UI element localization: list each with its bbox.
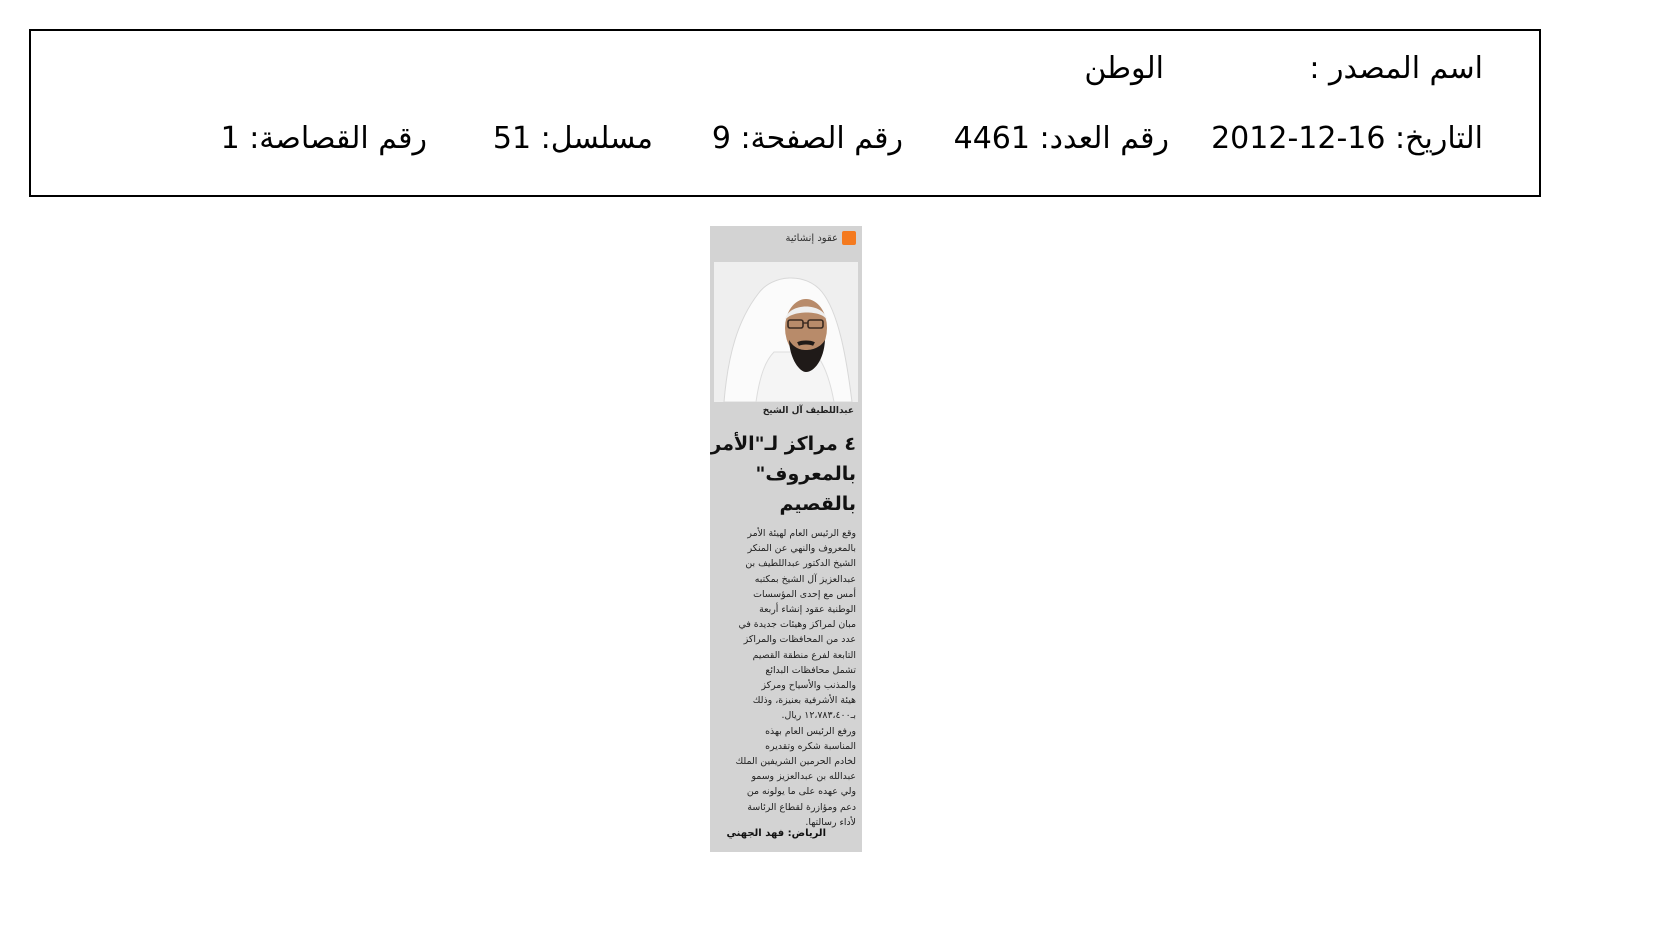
serial-number-field: مسلسل: 51: [492, 121, 653, 156]
body-line: بـ١٢،٧٨٣،٤٠٠ ريال.: [781, 710, 856, 722]
body-line: بالمعروف والنهي عن المنكر: [747, 543, 856, 555]
headline-line: بالقصيم: [779, 493, 856, 515]
body-line: عدد من المحافظات والمراكز: [743, 634, 856, 646]
body-line: عبدالعزيز آل الشيخ بمكتبه: [754, 573, 856, 585]
article-headline: [710, 429, 856, 519]
body-line: ولي عهده على ما يولونه من: [746, 786, 856, 798]
section-label: عقود إنشائية: [785, 232, 838, 244]
body-line: تشمل محافظات البدائع: [765, 664, 856, 676]
body-line: الوطنية عقود إنشاء أربعة: [759, 604, 856, 616]
body-line: وقع الرئيس العام لهيئة الأمر: [747, 528, 856, 539]
body-line: عبدالله بن عبدالعزيز وسمو: [751, 771, 856, 783]
body-line: لخادم الحرمين الشريفين الملك: [735, 756, 856, 768]
photo-caption: عبداللطيف آل الشيخ: [762, 406, 854, 416]
section-marker-icon: [842, 231, 856, 245]
source-label: اسم المصدر :: [1309, 51, 1483, 86]
section-tag: [785, 231, 856, 245]
source-value: الوطن: [1084, 51, 1164, 86]
body-line: هيئة الأشرفية بعنيزة، وذلك: [752, 695, 856, 707]
body-line: المناسبة شكره وتقديره: [765, 740, 856, 752]
portrait-photo: [714, 262, 858, 402]
body-line: التابعة لفرع منطقة القصيم: [752, 649, 856, 661]
body-line: دعم ومؤازرة لقطاع الرئاسة: [747, 801, 856, 813]
headline-line: بالمعروف": [755, 463, 856, 485]
body-line: مبان لمراكز وهيئات جديدة في: [738, 619, 856, 631]
source-info-box: [29, 29, 1541, 197]
issue-number-field: رقم العدد: 4461: [953, 121, 1169, 156]
article-byline: الرياض: فهد الجهني: [726, 828, 826, 839]
headline-line: ٤ مراكز لـ"الأمر: [710, 433, 856, 455]
clip-number-field: رقم القصاصة: 1: [220, 121, 427, 156]
body-line: أمس مع إحدى المؤسسات: [753, 588, 856, 600]
portrait-image: [714, 262, 858, 402]
body-line: لأداء رسالتها.: [805, 816, 856, 828]
newspaper-clipping: [710, 226, 862, 852]
date-field: التاريخ: 16-12-2012: [1211, 121, 1483, 156]
article-body: [714, 526, 856, 830]
body-line: الشيخ الدكتور عبداللطيف بن: [745, 558, 856, 570]
body-line: ورفع الرئيس العام بهذه: [765, 725, 856, 737]
page-number-field: رقم الصفحة: 9: [711, 121, 903, 156]
body-line: والمذنب والأسياح ومركز: [761, 680, 856, 692]
